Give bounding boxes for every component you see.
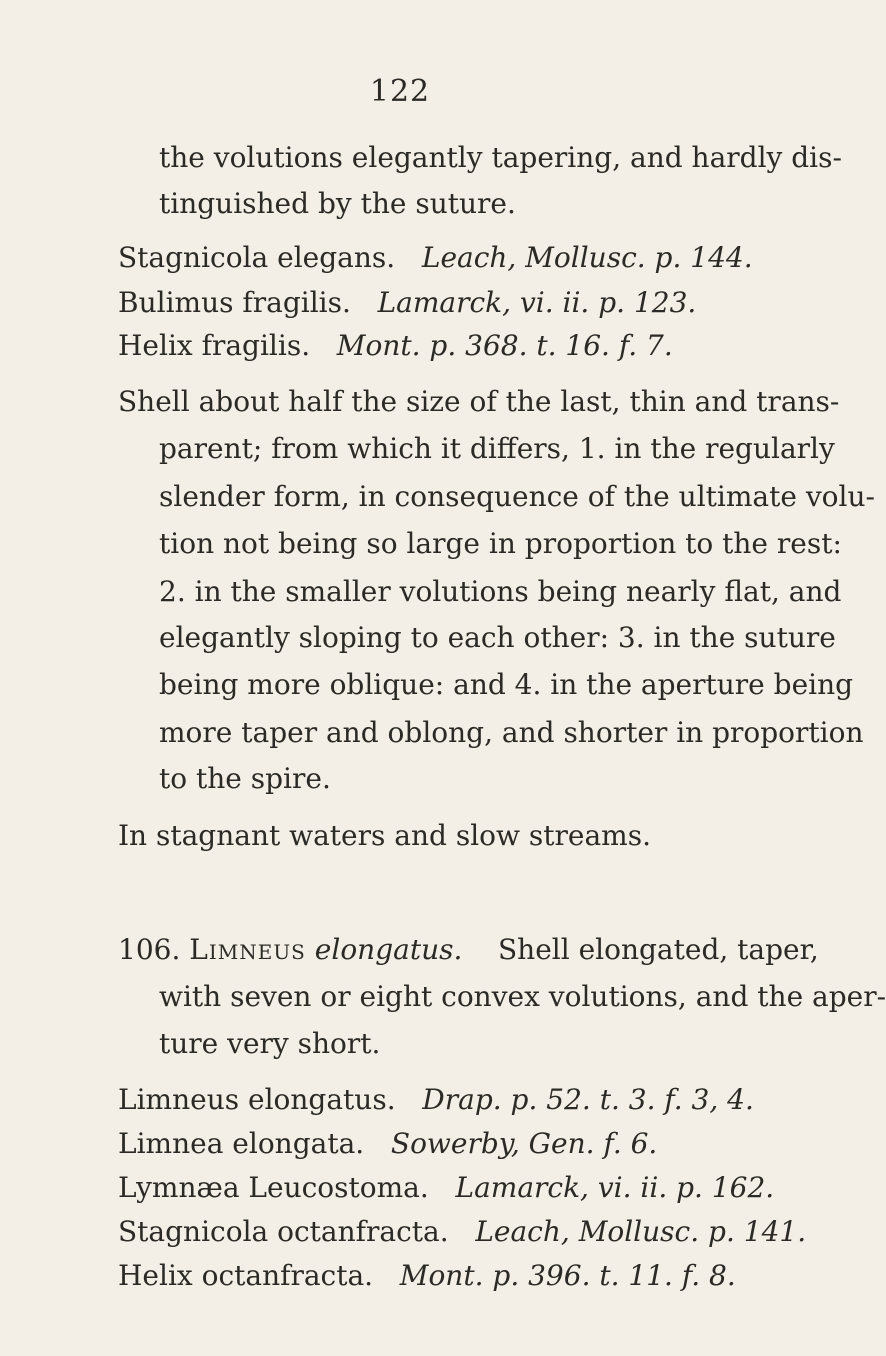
reference-line [118,1258,736,1294]
reference-name: Limnea elongata. [118,1127,365,1160]
reference-line [118,328,673,364]
text-line [159,140,842,176]
reference-name: Lymnæa Leucostoma. [118,1171,429,1204]
reference-line [118,1082,754,1118]
reference-name: Limneus elongatus. [118,1083,396,1116]
reference-citation: Drap. p. 52. t. 3. f. 3, 4. [422,1083,754,1116]
text-line: Shell about half the size of the last, thin and trans- [118,385,840,418]
text-line: elegantly sloping to each other: 3. in the suture [159,621,836,654]
reference-name: Stagnicola octanfracta. [118,1215,449,1248]
reference-citation: Mont. p. 396. t. 11. f. 8. [399,1259,736,1292]
text-line: with seven or eight convex volutions, and the aper- [159,980,886,1013]
text-line: being more oblique: and 4. in the aperture being [159,668,854,701]
reference-citation: Lamarck, vi. ii. p. 123. [377,286,697,319]
text-line: ture very short. [159,1027,381,1060]
reference-name: Helix fragilis. [118,329,311,362]
text-line: more taper and oblong, and shorter in proportion [159,716,864,749]
text-line: 2. in the smaller volutions being nearly flat, and [159,575,842,608]
reference-name: Helix octanfracta. [118,1259,374,1292]
species-number: 106. [118,933,181,966]
reference-line [118,1214,806,1250]
page-number: 122 [369,74,431,109]
species-genus: Limneus [189,933,306,966]
reference-name: Stagnicola elegans. [118,241,396,274]
reference-citation: Leach, Mollusc. p. 144. [421,241,753,274]
reference-name: Bulimus fragilis. [118,286,351,319]
text-line: slender form, in consequence of the ultimate volu- [159,480,875,513]
reference-line [118,240,753,276]
species-epithet: elongatus. [314,933,463,966]
reference-citation: Sowerby, Gen. f. 6. [390,1127,658,1160]
text-line-content: the volutions elegantly tapering, and hardly dis- [159,141,842,174]
reference-line [118,1126,657,1162]
reference-line [118,285,696,321]
reference-line [118,1170,774,1206]
text-line: parent; from which it differs, 1. in the regularly [159,432,835,465]
reference-citation: Mont. p. 368. t. 16. f. 7. [336,329,673,362]
text-line: to the spire. [159,762,331,795]
text-line: tinguished by the suture. [159,187,516,220]
text-line: tion not being so large in proportion to the rest: [159,527,842,560]
species-description: Shell elongated, taper, [498,933,819,966]
species-heading [118,932,819,968]
reference-citation: Lamarck, vi. ii. p. 162. [455,1171,775,1204]
habitat-line: In stagnant waters and slow streams. [118,819,651,852]
reference-citation: Leach, Mollusc. p. 141. [475,1215,807,1248]
